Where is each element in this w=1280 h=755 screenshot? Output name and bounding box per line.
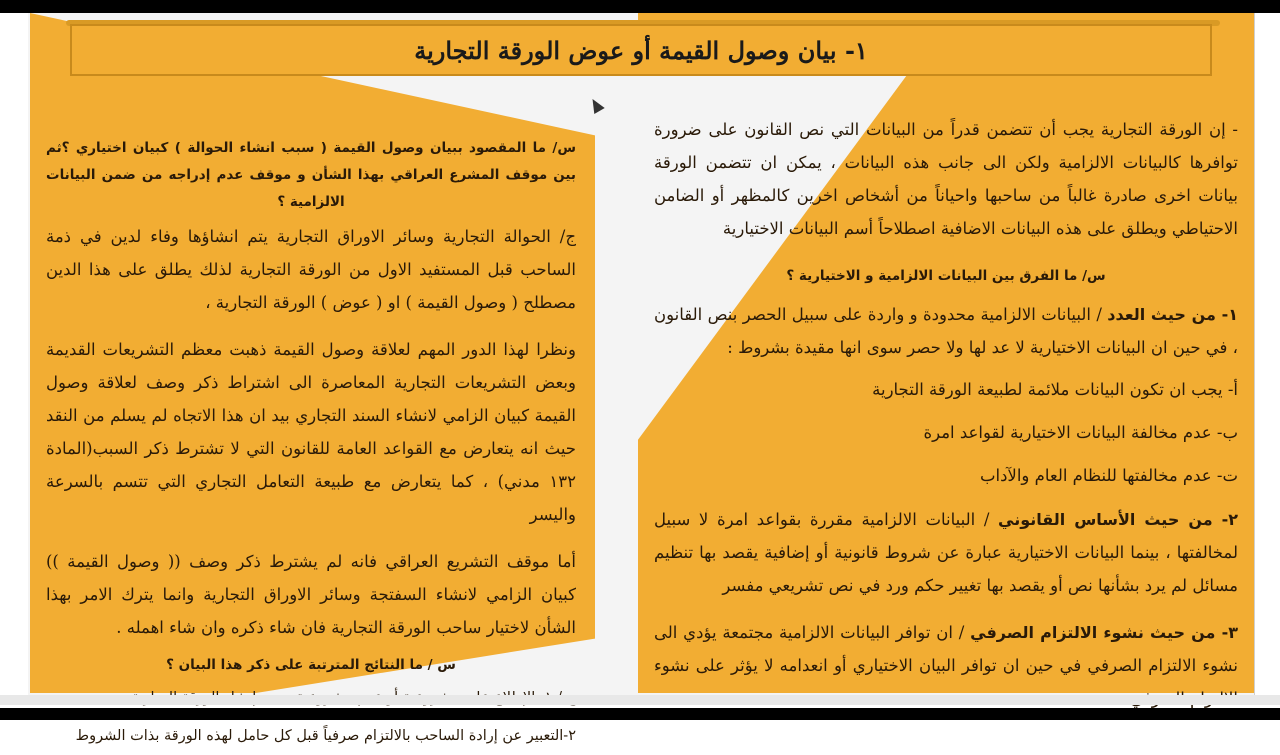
question-2: س / ما النتائج المترتبة على ذكر هذا البيان ؟ [166,657,456,673]
intro-paragraph: - إن الورقة التجارية يجب أن تتضمن قدراً من البيانات التي نص القانون على ضرورة توافرها كالبيانات الالزامية ولكن الى جانب هذه البيانات ، يمكن ان تتضمن الورقة بيانات اخرى صادرة غالباً من ساحبها واحياناً من أشخاص اخرين كالمظهر أو الضامن الاحتياطي ويطلق على هذه البيانات الاضافية اصطلاحاً أسم البيانات الاختيارية [654,120,1238,238]
left-margin [0,13,29,695]
left-column [46,135,576,755]
point-3-text: / ان توافر البيانات الالزامية مجتمعة يؤدي الى نشوء الالتزام الصرفي في حين ان توافر البيان الاختياري أو انعدامه لا يؤثر على نشوء [654,623,1238,675]
point-1 [654,298,1238,364]
top-letterbox [0,0,1280,13]
condition-a: أ- يجب ان تكون البيانات ملائمة لطبيعة الورقة التجارية [872,380,1238,399]
point-1-text: / البيانات الالزامية محدودة و واردة على سبيل الحصر بنص القانون ، في حين ان البيانات الاختيارية لا عد لها ولا حصر سوى انها مقيدة بشروط : [654,305,1238,357]
answer-3: أما موقف التشريع العراقي فانه لم يشترط ذكر وصف (( وصول القيمة )) كبيان الزامي لانشاء السفتجة وسائر الاوراق التجارية وانما يترك الامر بهذا الشأن لاختيار ساحب الورقة التجارية فان شاء ذكره وان شاء اهمله . [46,552,576,637]
condition-t: ت- عدم مخالفتها للنظام العام والآداب [979,466,1238,485]
answer-2: ونظرا لهذا الدور المهم لعلاقة وصول القيمة ذهبت معظم التشريعات القديمة وبعض التشريعات التجارية المعاصرة الى اشتراط ذكر وصف لعلاقة وصول القيمة كبيان الزامي لانشاء السند التجاري بيد ان هذا الاتجاه لم يسلم من النقد حيث انه يتعارض مع القواعد العامة للقانون التي لا تشترط ذكر السبب(المادة ١٣٢ مدني) ، كما يتعارض مع طبيعة التعامل التجاري التي تتسم بالسرعة واليسر [46,340,576,524]
point-2 [654,503,1238,602]
right-margin [1254,13,1280,695]
point-2-heading: ٢- من حيث الأساس القانوني [998,510,1238,529]
bottom-letterbox [0,708,1280,720]
answer-1: ج/ الحوالة التجارية وسائر الاوراق التجارية يتم انشاؤها وفاء لدين في ذمة الساحب قبل المستفيد الاول من الورقة التجارية لذلك يطلق على هذا الدين مصطلح ( وصول القيمة ) او ( عوض ) الورقة التجارية ، [46,227,576,312]
point-1-heading: ١- من حيث العدد [1107,305,1238,324]
page-title: ١- بيان وصول القيمة أو عوض الورقة التجارية [414,35,868,65]
condition-b: ب- عدم مخالفة البيانات الاختيارية لقواعد امرة [923,423,1238,442]
bottom-border [0,695,1280,705]
title-banner [70,24,1212,76]
result-2: ٢-التعبير عن إرادة الساحب بالالتزام صرفياً قبل كل حامل لهذه الورقة بذات الشروط [75,728,576,744]
right-column [654,113,1238,715]
question-1: س/ ما المقصود ببيان وصول القيمة ( سبب انشاء الحوالة ) كبيان اختياري ؟ثم بين موقف المشرع العراقي بهذا الشأن و موقف عدم إدراجه من ضمن البيانات الالزامية ؟ [46,140,576,210]
point-2-text: / البيانات الالزامية مقررة بقواعد امرة لا سبيل لمخالفتها ، بينما البيانات الاختيارية عبارة عن شروط قانونية أو إضافية يقصد بها تنظيم مسائل لم يرد بشأنها نص أو يقصد بها تغيير حكم ورد في نص تشريعي مفسر [654,510,1238,595]
difference-question: س/ ما الفرق بين البيانات الالزامية و الاختيارية ؟ [786,268,1106,284]
point-3-heading: ٣- من حيث نشوء الالتزام الصرفي [970,623,1238,642]
